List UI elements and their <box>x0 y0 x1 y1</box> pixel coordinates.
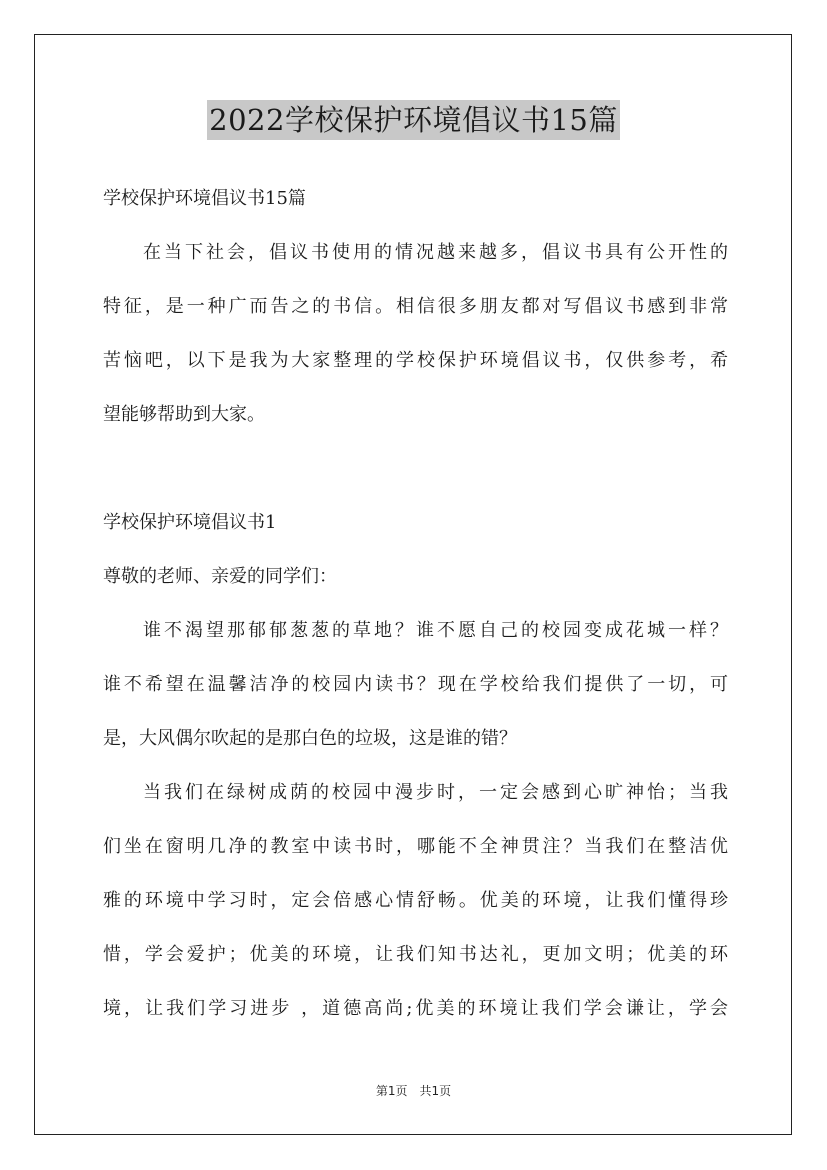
intro-line: 苦恼吧，以下是我为大家整理的学校保护环境倡议书，仅供参考，希 <box>103 350 728 371</box>
document-body <box>103 172 728 1036</box>
intro-line: 特征，是一种广而告之的书信。相信很多朋友都对写倡议书感到非常 <box>103 296 728 317</box>
paragraph-line: 境，让我们学习进步 ，道德高尚;优美的环境让我们学会谦让，学会 <box>103 998 728 1019</box>
document-subtitle: 学校保护环境倡议书15篇 <box>103 188 306 209</box>
section-heading: 学校保护环境倡议书1 <box>103 512 277 533</box>
page-number: 第1页 共1页 <box>375 1084 452 1098</box>
document-title: 2022学校保护环境倡议书15篇 <box>207 100 620 140</box>
intro-line: 在当下社会，倡议书使用的情况越来越多，倡议书具有公开性的 <box>143 242 728 263</box>
paragraph-line: 当我们在绿树成荫的校园中漫步时，一定会感到心旷神怡；当我 <box>143 782 728 803</box>
intro-line: 望能够帮助到大家。 <box>103 404 265 425</box>
paragraph-line: 是，大风偶尔吹起的是那白色的垃圾，这是谁的错？ <box>103 728 517 749</box>
paragraph-line: 们坐在窗明几净的教室中读书时，哪能不全神贯注？当我们在整洁优 <box>103 836 728 857</box>
paragraph-line: 谁不希望在温馨洁净的校园内读书？现在学校给我们提供了一切，可 <box>103 674 728 695</box>
paragraph-line: 雅的环境中学习时，定会倍感心情舒畅。优美的环境，让我们懂得珍 <box>103 890 728 911</box>
spacer <box>103 442 728 496</box>
title-container <box>0 100 827 140</box>
paragraph-line: 谁不渴望那郁郁葱葱的草地？谁不愿自己的校园变成花城一样？ <box>143 620 728 641</box>
paragraph-line: 惜，学会爱护；优美的环境，让我们知书达礼，更加文明；优美的环 <box>103 944 728 965</box>
salutation: 尊敬的老师、亲爱的同学们： <box>103 566 337 587</box>
